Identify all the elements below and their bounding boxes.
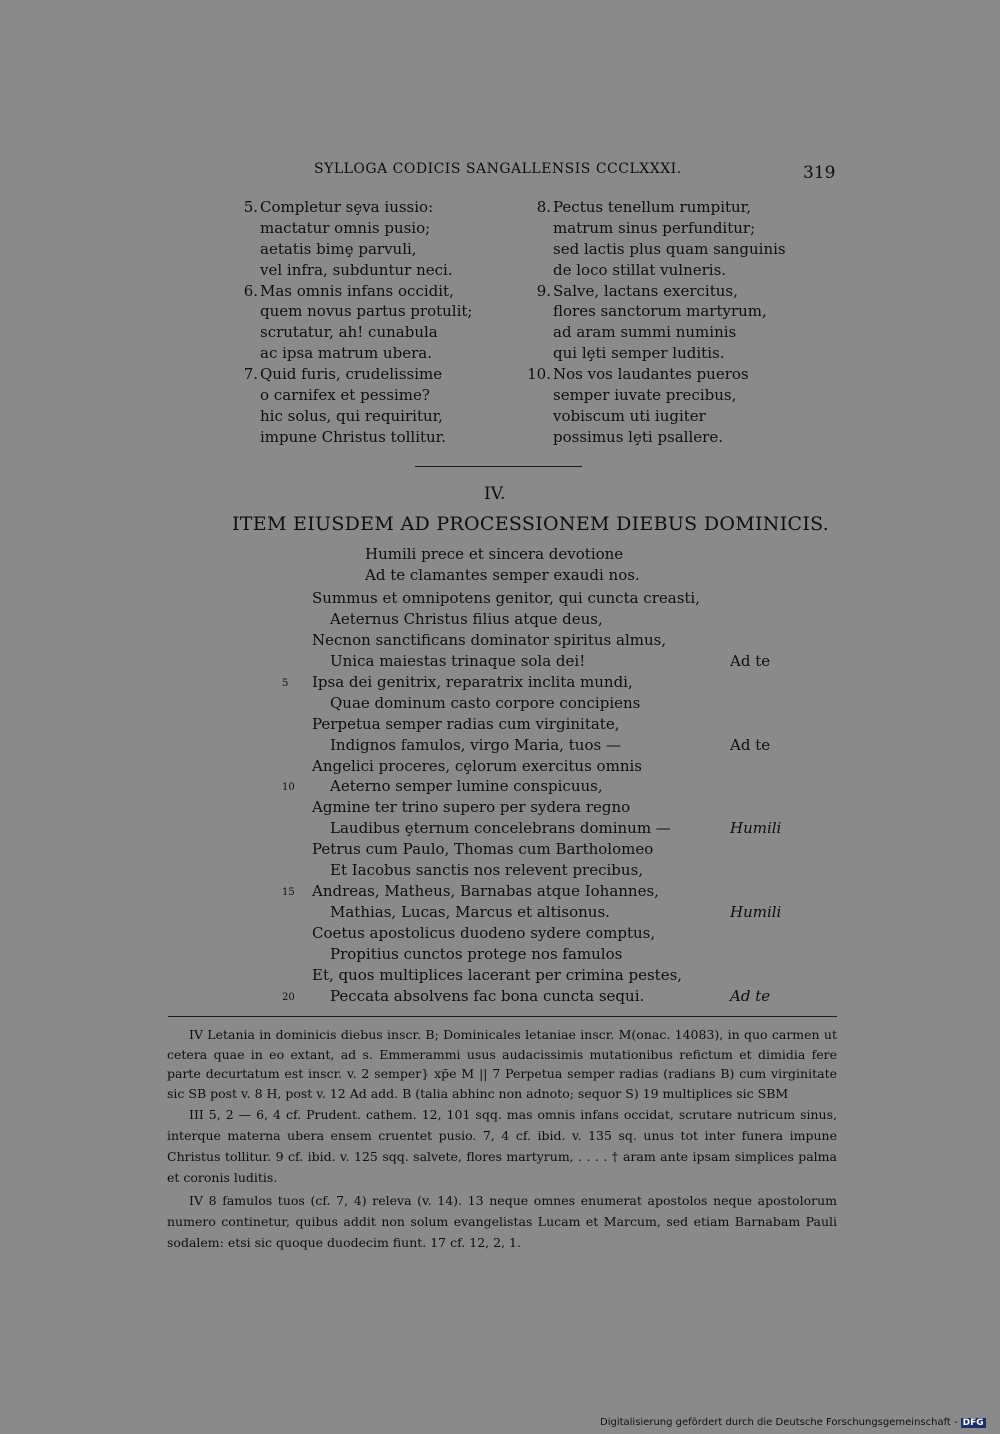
poem-line bbox=[282, 986, 802, 1007]
stanza-line-text: Quid furis, crudelissime bbox=[260, 365, 443, 384]
poem-line bbox=[282, 881, 802, 902]
stanza-line-text: qui lȩti semper luditis. bbox=[553, 344, 725, 363]
stanza-line-text: Mas omnis infans occidit, bbox=[260, 281, 454, 300]
stanza-line-text: Pectus tenellum rumpitur, bbox=[553, 198, 751, 216]
stanza-line bbox=[531, 281, 786, 302]
stanza-line-text: aetatis bimȩ parvuli, bbox=[260, 239, 417, 258]
stanza-line-text: Salve, lactans exercitus, bbox=[553, 281, 738, 300]
stanza-line bbox=[238, 364, 472, 385]
refrain-cue: Ad te bbox=[730, 986, 771, 1005]
poem-line-text: Et, quos multiplices lacerant per crimina pestes, bbox=[312, 965, 683, 984]
running-title: SYLLOGA CODICIS SANGALLENSIS CCCLXXXI. bbox=[314, 161, 682, 177]
refrain-line: Humili prece et sincera devotione bbox=[365, 545, 624, 563]
refrain bbox=[365, 544, 640, 586]
stanza-line bbox=[531, 301, 786, 322]
apparatus-note: IV Letania in dominicis diebus inscr. B; Dominicales letaniae inscr. M(onac. 14083), in quo carmen ut cetera quae in eo extant, ad s. Emmerammi usus audacissimis mutationibus refictum et dimidia fere parte decurtatum est inscr. v. 2 semper} xp̄e M || 7 Perpetua semper radias (radians B) cum virginitate sic SB post v. 8 H, post v. 12 Ad add. B (talia abhinc non adnoto; sequor S) 19 multiplices sic SBM bbox=[167, 1027, 837, 1101]
stanza-line bbox=[531, 385, 786, 406]
poem-line bbox=[282, 672, 802, 693]
poem-line bbox=[312, 588, 802, 609]
stanza-line bbox=[238, 197, 472, 218]
poem-line-text: Summus et omnipotens genitor, qui cuncta creasti, bbox=[312, 589, 700, 607]
stanza-line-text: hic solus, qui requiritur, bbox=[260, 406, 443, 425]
stanza-line-text: Completur sȩva iussio: bbox=[260, 198, 434, 216]
poem-line-text: Coetus apostolicus duodeno sydere comptus, bbox=[312, 924, 656, 942]
stanza-line-text: matrum sinus perfunditur; bbox=[553, 218, 756, 237]
stanza-line bbox=[238, 385, 472, 406]
stanza-line-text: mactatur omnis pusio; bbox=[260, 218, 431, 237]
poem-line-text: Ipsa dei genitrix, reparatrix inclita mundi, bbox=[312, 672, 633, 691]
stanza-line bbox=[531, 197, 786, 218]
refrain-cue: Humili bbox=[730, 819, 782, 838]
poem-line-text: Angelici proceres, cȩlorum exercitus omnis bbox=[312, 756, 642, 775]
dfg-logo: DFG bbox=[962, 1418, 984, 1428]
refrain-cue: Ad te bbox=[730, 735, 771, 754]
stanza-number: 7. bbox=[243, 365, 258, 384]
poem-line bbox=[312, 651, 802, 672]
stanza-number: 8. bbox=[536, 198, 551, 216]
stanza-line-text: o carnifex et pessime? bbox=[260, 386, 430, 405]
poem-line-text: Agmine ter trino supero per sydera regno bbox=[312, 798, 631, 817]
poem-line bbox=[312, 902, 802, 923]
poem-line bbox=[312, 965, 802, 986]
poem-line-text: Aeternus Christus filius atque deus, bbox=[330, 609, 603, 628]
commentary-note: III 5, 2 — 6, 4 cf. Prudent. cathem. 12, 101 sqq. mas omnis infans occidat, scrutare nutricum sinus, interque materna ubera ensem cruentet pusio. 7, 4 cf. ibid. v. 135 sq. unus tot inter funera impune Christus tollitur. 9 cf. ibid. v. 125 sqq. salvete, flores martyrum, . . . . † aram ante ipsam simplices palma et coronis luditis. bbox=[167, 1107, 837, 1185]
poem-line bbox=[312, 714, 802, 735]
stanza-number: 5. bbox=[243, 198, 258, 216]
poem-line-text: Propitius cunctos protege nos famulos bbox=[330, 944, 623, 963]
litany-poem bbox=[282, 588, 802, 1007]
stanza-number: 10. bbox=[527, 365, 551, 384]
commentary-note: IV 8 famulos tuos (cf. 7, 4) releva (v. 14). 13 neque omnes enumerat apostolos neque apostolorum numero continetur, quibus addit non solum evangelistas Lucam et Marcum, sed etiam Barnabam Pauli sodalem: etsi sic quoque duodecim fiunt. 17 cf. 12, 2, 1. bbox=[167, 1193, 837, 1250]
stanza-line bbox=[238, 406, 472, 427]
poem-line-text: Petrus cum Paulo, Thomas cum Bartholomeo bbox=[312, 840, 654, 859]
stanza-line-text: quem novus partus protulit; bbox=[260, 302, 473, 321]
refrain-cue: Humili bbox=[730, 903, 782, 922]
stanza-number: 9. bbox=[536, 281, 551, 300]
stanza-line bbox=[531, 343, 786, 364]
stanza-line-text: de loco stillat vulneris. bbox=[553, 260, 727, 279]
stanza-line-text: possimus lȩti psallere. bbox=[553, 427, 723, 446]
poem-line bbox=[312, 693, 802, 714]
stanza-line-text: sed lactis plus quam sanguinis bbox=[553, 239, 786, 258]
poem-line bbox=[312, 839, 802, 860]
stanza-line bbox=[238, 239, 472, 260]
stanza-line-text: ac ipsa matrum ubera. bbox=[260, 344, 432, 363]
poem-line bbox=[312, 860, 802, 881]
poem-line-text: Perpetua semper radias cum virginitate, bbox=[312, 714, 620, 733]
stanza-line bbox=[531, 406, 786, 427]
section-number: IV. bbox=[484, 484, 506, 504]
stanza-number: 6. bbox=[243, 281, 258, 300]
stanza-line-text: flores sanctorum martyrum, bbox=[553, 302, 767, 321]
poem-line bbox=[312, 944, 802, 965]
poem-line-text: Peccata absolvens fac bona cuncta sequi. bbox=[330, 986, 645, 1005]
stanza-line-text: ad aram summi numinis bbox=[553, 323, 737, 342]
stanza-column-right bbox=[527, 197, 786, 448]
footnote-divider bbox=[168, 1016, 837, 1017]
line-number: 20 bbox=[282, 991, 295, 1003]
poem-line-text: Unica maiestas trinaque sola dei! bbox=[330, 651, 586, 670]
poem-line bbox=[312, 756, 802, 777]
poem-line-text: Et Iacobus sanctis nos relevent precibus, bbox=[330, 861, 644, 880]
stanza-line bbox=[238, 343, 472, 364]
stanza-line-text: vobiscum uti iugiter bbox=[553, 406, 706, 425]
poem-line-text: Aeterno semper lumine conspicuus, bbox=[330, 777, 603, 796]
stanza-line bbox=[238, 301, 472, 322]
stanza-line-text: semper iuvate precibus, bbox=[553, 386, 737, 405]
stanza-line bbox=[531, 322, 786, 343]
stanza-line bbox=[531, 427, 786, 448]
poem-line bbox=[282, 776, 802, 797]
stanza-line-text: impune Christus tollitur. bbox=[260, 427, 446, 446]
stanza-line bbox=[531, 218, 786, 239]
poem-line-text: Andreas, Matheus, Barnabas atque Iohannes, bbox=[312, 882, 659, 901]
section-divider bbox=[415, 466, 582, 467]
stanza-line bbox=[527, 364, 786, 385]
stanza-line bbox=[238, 218, 472, 239]
poem-line bbox=[312, 630, 802, 651]
poem-line-text: Indignos famulos, virgo Maria, tuos — bbox=[330, 735, 621, 754]
poem-line bbox=[312, 735, 802, 756]
page-number: 319 bbox=[803, 163, 836, 183]
footer-text: Digitalisierung gefördert durch die Deutsche Forschungsgemeinschaft - bbox=[600, 1417, 958, 1428]
poem-line-text: Quae dominum casto corpore concipiens bbox=[330, 693, 641, 712]
section-title: ITEM EIUSDEM AD PROCESSIONEM DIEBUS DOMINICIS. bbox=[232, 513, 830, 535]
line-number: 5 bbox=[282, 677, 289, 689]
refrain-cue: Ad te bbox=[730, 651, 771, 670]
stanza-line bbox=[238, 427, 472, 448]
stanza-line-text: Nos vos laudantes pueros bbox=[553, 365, 749, 384]
poem-line-text: Necnon sanctificans dominator spiritus almus, bbox=[312, 630, 667, 649]
stanza-line-text: scrutatur, ah! cunabula bbox=[260, 323, 438, 342]
stanza-line bbox=[531, 239, 786, 260]
line-number: 15 bbox=[282, 887, 295, 899]
poem-line bbox=[312, 609, 802, 630]
commentary-notes bbox=[167, 1104, 837, 1253]
stanza-line-text: vel infra, subduntur neci. bbox=[260, 260, 453, 279]
refrain-line: Ad te clamantes semper exaudi nos. bbox=[365, 566, 640, 584]
critical-apparatus bbox=[167, 1025, 837, 1103]
stanza-line bbox=[531, 260, 786, 281]
digitization-footer bbox=[600, 1417, 986, 1428]
poem-line-text: Laudibus ȩternum concelebrans dominum — bbox=[330, 819, 671, 838]
stanza-line bbox=[238, 281, 472, 302]
poem-line bbox=[312, 818, 802, 839]
stanza-column-left bbox=[238, 197, 472, 448]
poem-line-text: Mathias, Lucas, Marcus et altisonus. bbox=[330, 903, 610, 922]
line-number: 10 bbox=[282, 782, 295, 794]
poem-line bbox=[312, 923, 802, 944]
stanza-line bbox=[238, 260, 472, 281]
stanza-line bbox=[238, 322, 472, 343]
poem-line bbox=[312, 797, 802, 818]
